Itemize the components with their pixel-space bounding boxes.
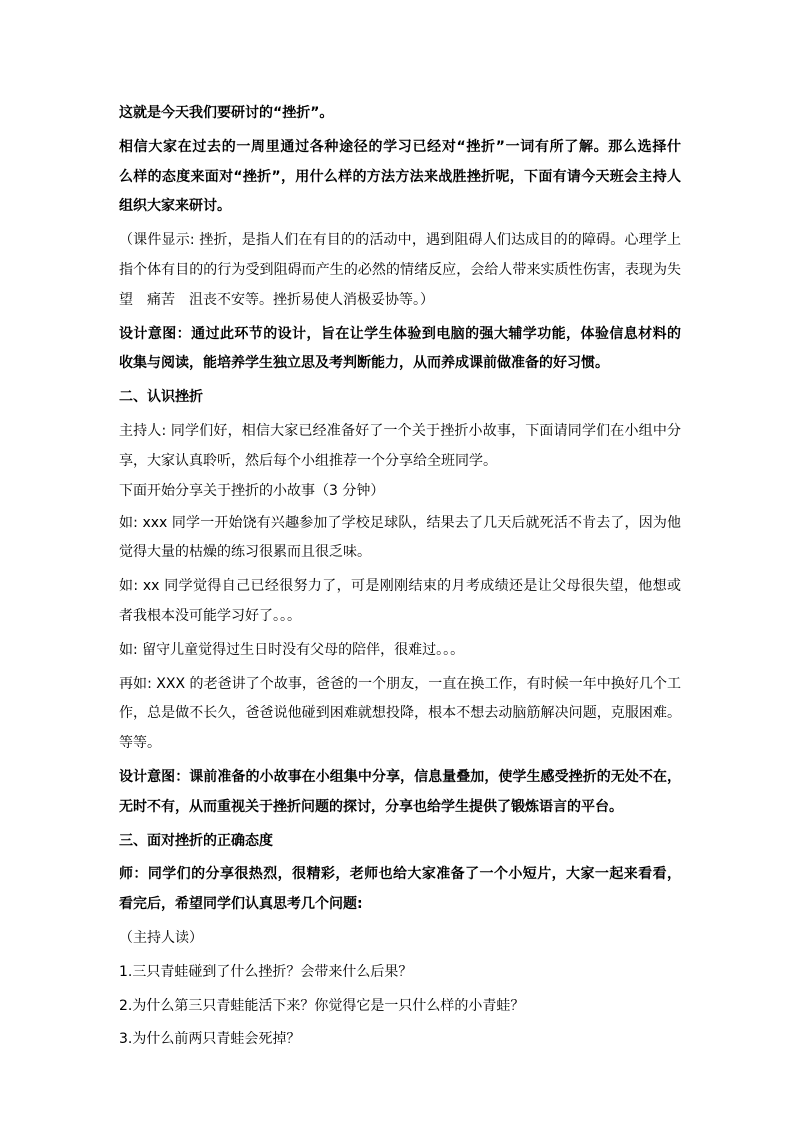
story-line: 如: xx 同学觉得自己已经很努力了，可是刚刚结束的月考成绩还是让父母很失望，他想或 [119, 578, 681, 595]
paragraph-line: 享，大家认真聆听，然后每个小组推荐一个分享给全班同学。 [119, 452, 497, 469]
story-line: 觉得大量的枯燥的练习很累而且很乏味。 [119, 544, 371, 561]
paragraph-line: 么样的态度来面对“挫折”，用什么样的方法方法来战胜挫折呢，下面有请今天班会主持人 [119, 168, 681, 185]
story-line: 作，总是做不长久，爸爸说他碰到困难就想投降，根本不想去动脑筋解决问题，克服困难。 [119, 705, 681, 722]
paragraph-line: 师：同学们的分享很热烈，很精彩，老师也给大家准备了一个小短片，大家一起来看看， [119, 866, 681, 883]
section-heading: 二、认识挫折 [119, 389, 203, 406]
story-line: 再如: XXX 的老爸讲了个故事，爸爸的一个朋友，一直在换工作，有时候一年中换好几个工 [119, 675, 681, 692]
design-intent-line: 设计意图：课前准备的小故事在小组集中分享，信息量叠加，使学生感受挫折的无处不在， [119, 768, 681, 785]
question-item: 2.为什么第三只青蛙能活下来？你觉得它是一只什么样的小青蛙？ [119, 997, 525, 1014]
paragraph-line: 指个体有目的的行为受到阻碍而产生的必然的情绪反应，会给人带来实质性伤害，表现为失 [119, 261, 681, 278]
design-intent-line: 无时不有，从而重视关于挫折问题的探讨，分享也给学生提供了锻炼语言的平台。 [119, 798, 623, 815]
paragraph-line: （主持人读） [119, 929, 203, 946]
story-line: 如: xxx 同学一开始饶有兴趣参加了学校足球队，结果去了几天后就死活不肯去了，因为他 [119, 514, 681, 531]
question-item: 1.三只青蛙碰到了什么挫折？会带来什么后果？ [119, 963, 413, 980]
paragraph-line: 这就是今天我们要研讨的“挫折”。 [119, 105, 334, 121]
design-intent-line: 收集与阅读，能培养学生独立思及考判断能力，从而养成课前做准备的好习惯。 [119, 355, 609, 372]
paragraph-line: 组织大家来研讨。 [119, 198, 231, 215]
paragraph-line: 望 痛苦 沮丧不安等。挫折易使人消极妥协等。） [119, 291, 434, 308]
story-line: 等等。 [119, 735, 161, 752]
document-body [119, 99, 681, 1055]
story-line: 者我根本没可能学习好了。。。 [119, 607, 301, 624]
question-item: 3.为什么前两只青蛙会死掉？ [119, 1031, 301, 1048]
paragraph-line: 相信大家在过去的一周里通过各种途径的学习已经对“挫折”一词有所了解。那么选择什 [119, 138, 681, 155]
paragraph-line: 主持人: 同学们好，相信大家已经准备好了一个关于挫折小故事，下面请同学们在小组中分 [119, 422, 681, 439]
section-heading: 三、面对挫折的正确态度 [119, 832, 273, 849]
paragraph-line: 下面开始分享关于挫折的小故事（3 分钟） [119, 482, 385, 499]
story-line: 如: 留守儿童觉得过生日时没有父母的陪伴，很难过。。。 [119, 641, 465, 658]
paragraph-line: （课件显示: 挫折，是指人们在有目的的活动中，遇到阻碍人们达成目的的障碍。心理学上 [119, 232, 681, 249]
paragraph-line: 看完后，希望同学们认真思考几个问题: [119, 896, 363, 913]
design-intent-line: 设计意图：通过此环节的设计，旨在让学生体验到电脑的强大辅学功能，体验信息材料的 [119, 325, 681, 342]
